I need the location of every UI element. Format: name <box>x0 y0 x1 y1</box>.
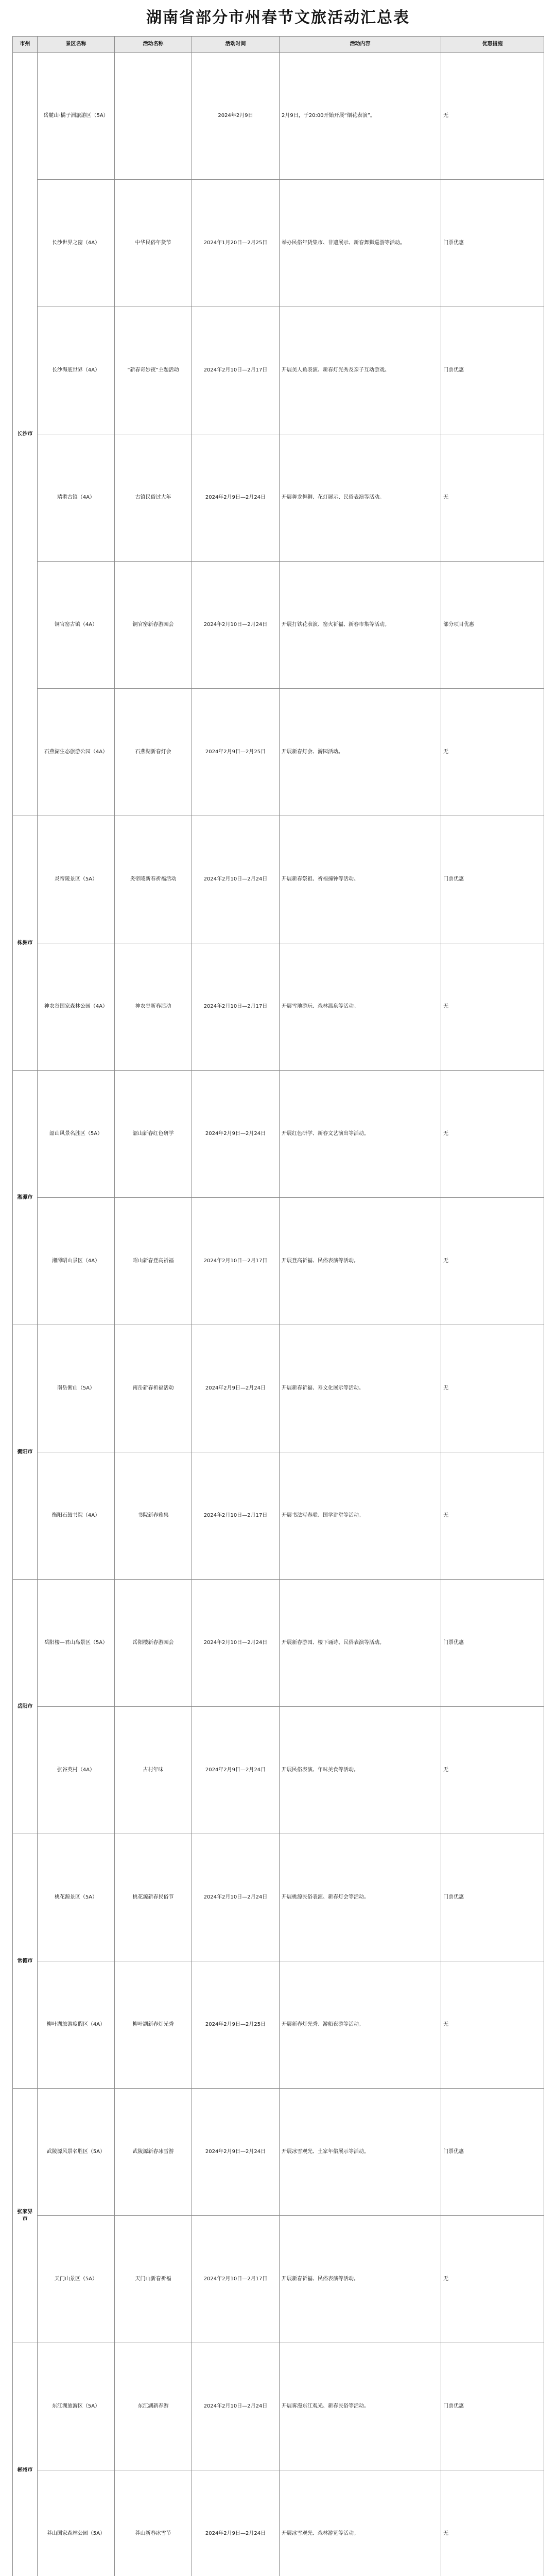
table-row <box>13 816 544 943</box>
cell-content: 开展雾漫东江观光、新春民俗等活动。 <box>280 2343 441 2470</box>
header-content: 活动内容 <box>280 37 441 53</box>
cell-scenic: 长沙海底世界（4A） <box>38 307 115 434</box>
cell-activity: 神农谷新春活动 <box>115 943 192 1071</box>
cell-content: 开展雪地游玩、森林温泉等活动。 <box>280 943 441 1071</box>
cell-time: 2024年2月10日—2月17日 <box>192 943 280 1071</box>
table-row <box>13 180 544 307</box>
cell-activity: 韶山新春红色研学 <box>115 1071 192 1198</box>
cell-scenic: 武陵源风景名胜区（5A） <box>38 2089 115 2216</box>
cell-offer: 无 <box>441 1452 544 1580</box>
cell-scenic: 东江湖旅游区（5A） <box>38 2343 115 2470</box>
cell-activity: 岳阳楼新春游园会 <box>115 1580 192 1707</box>
table-row <box>13 1071 544 1198</box>
cell-content: 2月9日，于20:00开始开展“烟花表演”。 <box>280 53 441 180</box>
cell-city: 岳阳市 <box>13 1580 38 1834</box>
table-row <box>13 307 544 434</box>
cell-offer: 无 <box>441 1325 544 1452</box>
cell-city: 湘潭市 <box>13 1071 38 1325</box>
cell-scenic: 张谷英村（4A） <box>38 1707 115 1834</box>
cell-time: 2024年2月10日—2月24日 <box>192 562 280 689</box>
cell-offer: 无 <box>441 689 544 816</box>
cell-offer: 门票优惠 <box>441 816 544 943</box>
cell-content: 开展红色研学、新春文艺演出等活动。 <box>280 1071 441 1198</box>
table-row <box>13 1707 544 1834</box>
cell-time: 2024年2月10日—2月17日 <box>192 307 280 434</box>
cell-content: 开展冰雪观光、森林游览等活动。 <box>280 2470 441 2576</box>
cell-activity: 柳叶湖新春灯光秀 <box>115 1961 192 2089</box>
cell-offer: 无 <box>441 1071 544 1198</box>
cell-time: 2024年2月9日—2月25日 <box>192 1961 280 2089</box>
cell-time: 2024年1月20日—2月25日 <box>192 180 280 307</box>
cell-content: 开展新春祈福、寿文化展示等活动。 <box>280 1325 441 1452</box>
header-activity: 活动名称 <box>115 37 192 53</box>
cell-time: 2024年2月9日—2月24日 <box>192 2470 280 2576</box>
cell-scenic: 岳麓山·橘子洲旅游区（5A） <box>38 53 115 180</box>
cell-offer: 无 <box>441 1961 544 2089</box>
cell-activity: “新春奇妙夜”主题活动 <box>115 307 192 434</box>
cell-scenic: 石燕湖生态旅游公园（4A） <box>38 689 115 816</box>
activities-table <box>12 36 544 2576</box>
cell-offer: 无 <box>441 434 544 562</box>
table-row <box>13 2089 544 2216</box>
table-row <box>13 434 544 562</box>
cell-time: 2024年2月10日—2月17日 <box>192 2216 280 2343</box>
cell-content: 开展登高祈福、民俗表演等活动。 <box>280 1198 441 1325</box>
cell-offer: 无 <box>441 943 544 1071</box>
cell-scenic: 柳叶湖旅游度假区（4A） <box>38 1961 115 2089</box>
table-row <box>13 1834 544 1961</box>
cell-content: 开展民俗表演、年味美食等活动。 <box>280 1707 441 1834</box>
cell-city: 衡阳市 <box>13 1325 38 1580</box>
cell-offer: 门票优惠 <box>441 1834 544 1961</box>
cell-time: 2024年2月10日—2月24日 <box>192 816 280 943</box>
table-row <box>13 2343 544 2470</box>
table-row <box>13 562 544 689</box>
cell-content: 开展新春灯会、游园活动。 <box>280 689 441 816</box>
table-row <box>13 53 544 180</box>
cell-offer: 无 <box>441 1198 544 1325</box>
table-body <box>13 53 544 2576</box>
cell-scenic: 天门山景区（5A） <box>38 2216 115 2343</box>
cell-offer: 门票优惠 <box>441 180 544 307</box>
cell-offer: 门票优惠 <box>441 307 544 434</box>
cell-activity: 天门山新春祈福 <box>115 2216 192 2343</box>
cell-offer: 无 <box>441 2216 544 2343</box>
cell-content: 开展书法写春联、国学讲堂等活动。 <box>280 1452 441 1580</box>
cell-time: 2024年2月10日—2月24日 <box>192 1580 280 1707</box>
cell-offer: 无 <box>441 53 544 180</box>
cell-time: 2024年2月10日—2月17日 <box>192 1198 280 1325</box>
cell-content: 开展冰雪观光、土家年俗展示等活动。 <box>280 2089 441 2216</box>
table-row <box>13 1325 544 1452</box>
cell-time: 2024年2月9日—2月24日 <box>192 2089 280 2216</box>
cell-offer: 门票优惠 <box>441 1580 544 1707</box>
cell-scenic: 铜官窑古镇（4A） <box>38 562 115 689</box>
cell-time: 2024年2月9日—2月25日 <box>192 689 280 816</box>
cell-offer: 无 <box>441 2470 544 2576</box>
cell-scenic: 莽山国家森林公园（5A） <box>38 2470 115 2576</box>
cell-content: 开展新春游园、楼下诵诗、民俗表演等活动。 <box>280 1580 441 1707</box>
table-row <box>13 943 544 1071</box>
cell-scenic: 韶山风景名胜区（5A） <box>38 1071 115 1198</box>
table-header-row <box>13 37 544 53</box>
cell-content: 开展桃源民俗表演、新春灯会等活动。 <box>280 1834 441 1961</box>
cell-scenic: 南岳衡山（5A） <box>38 1325 115 1452</box>
cell-content: 开展舞龙舞狮、花灯展示、民俗表演等活动。 <box>280 434 441 562</box>
document-title: 湖南省部分市州春节文旅活动汇总表 <box>146 9 410 27</box>
table-row <box>13 1961 544 2089</box>
cell-offer: 门票优惠 <box>441 2343 544 2470</box>
cell-activity: 炎帝陵新春祈福活动 <box>115 816 192 943</box>
cell-activity: 南岳新春祈福活动 <box>115 1325 192 1452</box>
cell-city: 张家界市 <box>13 2089 38 2343</box>
header-offer: 优惠措施 <box>441 37 544 53</box>
cell-activity: 古村年味 <box>115 1707 192 1834</box>
cell-scenic: 靖港古镇（4A） <box>38 434 115 562</box>
header-city: 市州 <box>13 37 38 53</box>
table-row <box>13 2470 544 2576</box>
cell-time: 2024年2月10日—2月24日 <box>192 2343 280 2470</box>
cell-content: 开展新春灯光秀、游船夜游等活动。 <box>280 1961 441 2089</box>
cell-activity: 书院新春雅集 <box>115 1452 192 1580</box>
cell-activity: 武陵源新春冰雪游 <box>115 2089 192 2216</box>
cell-time: 2024年2月9日—2月24日 <box>192 1707 280 1834</box>
cell-time: 2024年2月10日—2月17日 <box>192 1452 280 1580</box>
cell-scenic: 炎帝陵景区（5A） <box>38 816 115 943</box>
cell-time: 2024年2月9日—2月24日 <box>192 1325 280 1452</box>
table-row <box>13 1198 544 1325</box>
cell-scenic: 衡阳石鼓书院（4A） <box>38 1452 115 1580</box>
table-row <box>13 1580 544 1707</box>
cell-scenic: 桃花源景区（5A） <box>38 1834 115 1961</box>
cell-offer: 无 <box>441 1707 544 1834</box>
cell-city: 常德市 <box>13 1834 38 2089</box>
cell-content: 开展打铁花表演、窑火祈福、新春市集等活动。 <box>280 562 441 689</box>
cell-activity <box>115 53 192 180</box>
cell-scenic: 湘潭昭山景区（4A） <box>38 1198 115 1325</box>
cell-offer: 门票优惠 <box>441 2089 544 2216</box>
cell-activity: 昭山新春登高祈福 <box>115 1198 192 1325</box>
table-row <box>13 689 544 816</box>
cell-scenic: 长沙世界之窗（4A） <box>38 180 115 307</box>
cell-time: 2024年2月9日—2月24日 <box>192 1071 280 1198</box>
cell-content: 开展美人鱼表演、新春灯光秀及亲子互动游戏。 <box>280 307 441 434</box>
cell-time: 2024年2月10日—2月24日 <box>192 1834 280 1961</box>
cell-scenic: 岳阳楼—君山岛景区（5A） <box>38 1580 115 1707</box>
cell-content: 开展新春祈福、民俗表演等活动。 <box>280 2216 441 2343</box>
cell-offer: 部分项目优惠 <box>441 562 544 689</box>
cell-activity: 石燕湖新春灯会 <box>115 689 192 816</box>
cell-activity: 桃花源新春民俗节 <box>115 1834 192 1961</box>
table-row <box>13 2216 544 2343</box>
cell-city: 株洲市 <box>13 816 38 1071</box>
cell-scenic: 神农谷国家森林公园（4A） <box>38 943 115 1071</box>
cell-activity: 古镇民俗过大年 <box>115 434 192 562</box>
cell-activity: 莽山新春冰雪节 <box>115 2470 192 2576</box>
cell-time: 2024年2月9日—2月24日 <box>192 434 280 562</box>
header-scenic: 景区名称 <box>38 37 115 53</box>
cell-activity: 东江湖新春游 <box>115 2343 192 2470</box>
cell-content: 举办民俗年货集市、非遗展示、新春舞狮巡游等活动。 <box>280 180 441 307</box>
table-row <box>13 1452 544 1580</box>
header-time: 活动时间 <box>192 37 280 53</box>
cell-city: 长沙市 <box>13 53 38 816</box>
cell-city: 郴州市 <box>13 2343 38 2576</box>
cell-content: 开展新春祭祖、祈福撞钟等活动。 <box>280 816 441 943</box>
cell-activity: 铜官窑新春游园会 <box>115 562 192 689</box>
cell-time: 2024年2月9日 <box>192 53 280 180</box>
cell-activity: 中华民俗年货节 <box>115 180 192 307</box>
